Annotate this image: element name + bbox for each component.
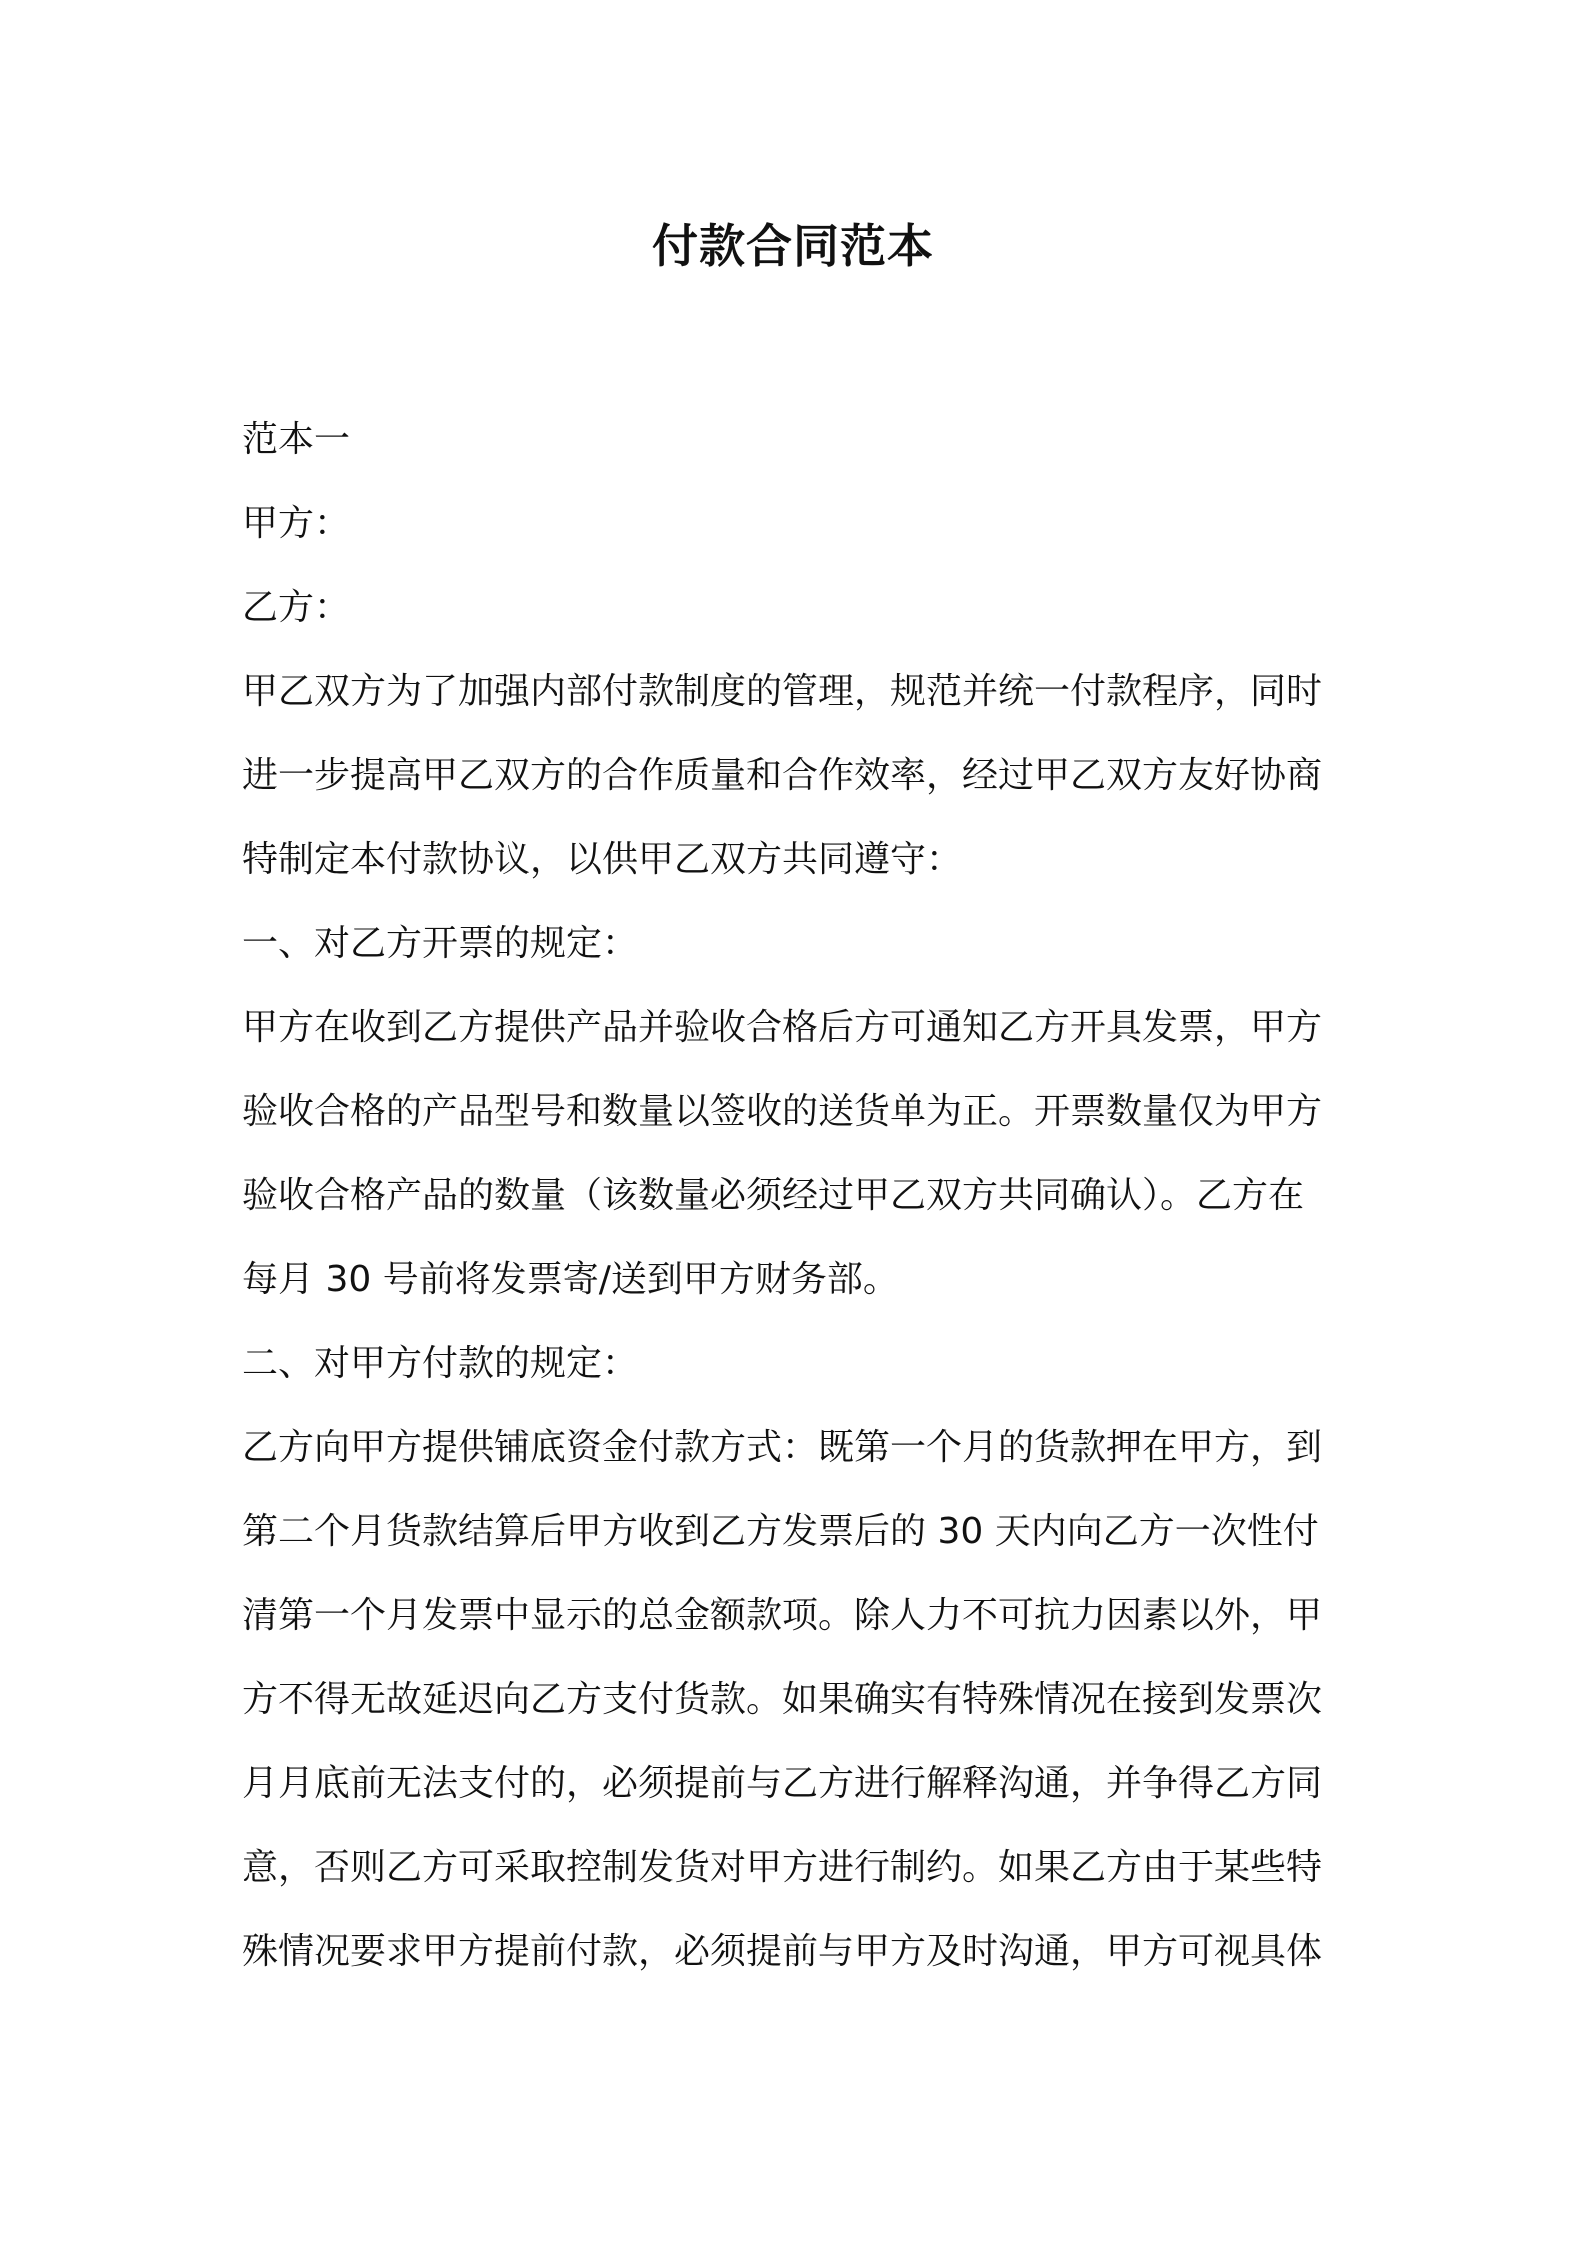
text-line: 月月底前无法支付的，必须提前与乙方进行解释沟通，并争得乙方同 <box>242 1763 1323 1804</box>
text-line: 甲乙双方为了加强内部付款制度的管理，规范并统一付款程序，同时 <box>242 671 1323 712</box>
text-line: 验收合格的产品型号和数量以签收的送货单为正。开票数量仅为甲方 <box>242 1091 1323 1132</box>
text-line: 方不得无故延迟向乙方支付货款。如果确实有特殊情况在接到发票次 <box>242 1679 1323 1720</box>
document-title: 付款合同范本 <box>652 219 934 273</box>
text-line: 甲方在收到乙方提供产品并验收合格后方可通知乙方开具发票，甲方 <box>242 1007 1323 1048</box>
text-line: 进一步提高甲乙双方的合作质量和合作效率，经过甲乙双方友好协商 <box>242 755 1323 796</box>
section-heading: 一、对乙方开票的规定： <box>242 923 639 964</box>
text-line: 意，否则乙方可采取控制发货对甲方进行制约。如果乙方由于某些特 <box>242 1847 1323 1888</box>
text-line: 特制定本付款协议，以供甲乙双方共同遵守： <box>242 839 963 880</box>
text-line: 殊情况要求甲方提前付款，必须提前与甲方及时沟通，甲方可视具体 <box>242 1931 1323 1972</box>
text-line: 乙方： <box>242 587 351 628</box>
text-line: 范本一 <box>242 419 351 460</box>
text-line: 清第一个月发票中显示的总金额款项。除人力不可抗力因素以外，甲 <box>242 1595 1323 1636</box>
document-body <box>242 398 1354 1994</box>
text-line: 乙方向甲方提供铺底资金付款方式：既第一个月的货款押在甲方，到 <box>242 1427 1323 1468</box>
text-line: 每月 30 号前将发票寄/送到甲方财务部。 <box>242 1259 899 1300</box>
section-heading: 二、对甲方付款的规定： <box>242 1343 639 1384</box>
text-line: 甲方： <box>242 503 351 544</box>
text-line: 第二个月货款结算后甲方收到乙方发票后的 30 天内向乙方一次性付 <box>242 1511 1319 1552</box>
text-line: 验收合格产品的数量（该数量必须经过甲乙双方共同确认）。乙方在 <box>242 1175 1305 1216</box>
